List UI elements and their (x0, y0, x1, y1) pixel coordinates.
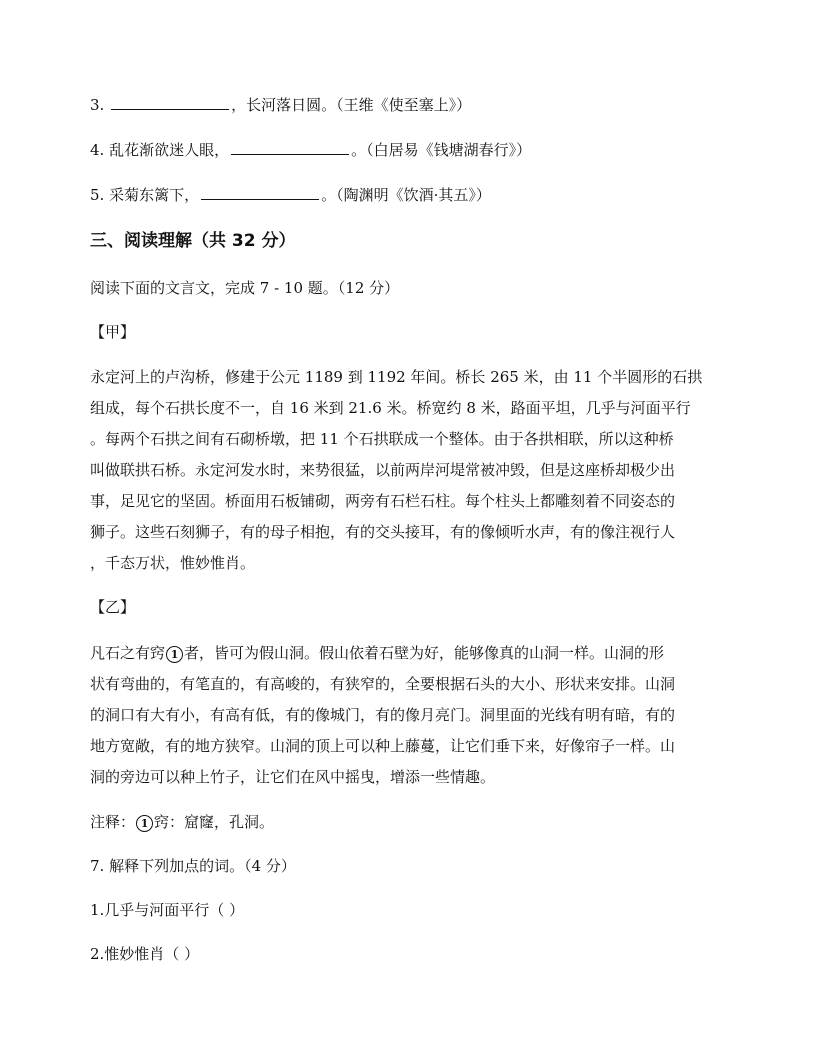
question-text-after: ，长河落日圆。（王维《使至塞上》） (231, 96, 472, 114)
footnote-marker: 1 (136, 815, 153, 832)
passage-line: ，千态万状，惟妙惟肖。 (90, 554, 256, 572)
passage-jia (90, 362, 726, 579)
reading-instruction: 阅读下面的文言文，完成 7 - 10 题。（12 分） (90, 279, 400, 297)
question-number: 3. (90, 96, 105, 114)
passage-line (90, 638, 726, 669)
passage-yi-label: 【乙】 (90, 598, 136, 616)
passage-line: 永定河上的卢沟桥，修建于公元 1189 到 1192 年间。桥长 265 米，由 11 个半圆形的石拱 (90, 368, 703, 386)
passage-line: 叫做联拱石桥。永定河发水时，来势很猛，以前两岸河堤常被冲毁，但是这座桥却极少出 (90, 461, 676, 479)
answer-blank[interactable] (231, 140, 349, 155)
passage-yi (90, 638, 726, 793)
question-text-after: 。（陶渊明《饮酒·其五》） (321, 186, 491, 204)
question-text-after: 。（白居易《钱塘湖春行》） (351, 141, 532, 159)
blank-question-4 (90, 139, 531, 161)
passage-line: 地方宽敞，有的地方狭窄。山洞的顶上可以种上藤蔓，让它们垂下来，好像帘子一样。山 (90, 737, 676, 755)
footnote-text: 窍：窟窿，孔洞。 (154, 813, 275, 831)
question-7: 7. 解释下列加点的词。（4 分） (90, 857, 296, 875)
passage-text: 凡石之有窍 (90, 644, 166, 662)
passage-text: 者，皆可为假山洞。假山依着石壁为好，能够像真的山洞一样。山洞的形 (184, 644, 665, 662)
passage-line: 状有弯曲的，有笔直的，有高峻的，有狭窄的，全要根据石头的大小、形状来安排。山洞 (90, 675, 676, 693)
answer-blank[interactable] (111, 95, 229, 110)
passage-line: 事，足见它的坚固。桥面用石板铺砌，两旁有石栏石柱。每个柱头上都雕刻着不同姿态的 (90, 492, 676, 510)
section-title: 三、阅读理解（共 32 分） (90, 231, 296, 251)
question-7-item-2: 2.惟妙惟肖（ ） (90, 945, 200, 963)
footnote-marker: 1 (166, 646, 183, 663)
question-text-before: 4. 乱花渐欲迷人眼， (90, 141, 230, 159)
passage-line: 的洞口有大有小，有高有低，有的像城门，有的像月亮门。洞里面的光线有明有暗，有的 (90, 706, 676, 724)
footnote-prefix: 注释： (90, 813, 136, 831)
footnote (90, 811, 274, 833)
passage-jia-label: 【甲】 (90, 323, 136, 341)
question-text-before: 5. 采菊东篱下， (90, 186, 200, 204)
passage-line: 。每两个石拱之间有石砌桥墩，把 11 个石拱联成一个整体。由于各拱相联，所以这种桥 (90, 430, 674, 448)
blank-question-5 (90, 184, 491, 206)
answer-blank[interactable] (201, 185, 319, 200)
question-7-item-1: 1.几乎与河面平行（ ） (90, 901, 245, 919)
blank-question-3 (90, 94, 471, 116)
passage-line: 洞的旁边可以种上竹子，让它们在风中摇曳，增添一些情趣。 (90, 768, 496, 786)
passage-line: 组成，每个石拱长度不一，自 16 米到 21.6 米。桥宽约 8 米，路面平坦，几乎与河面平行 (90, 399, 691, 417)
passage-line: 狮子。这些石刻狮子，有的母子相抱，有的交头接耳，有的像倾听水声，有的像注视行人 (90, 523, 676, 541)
